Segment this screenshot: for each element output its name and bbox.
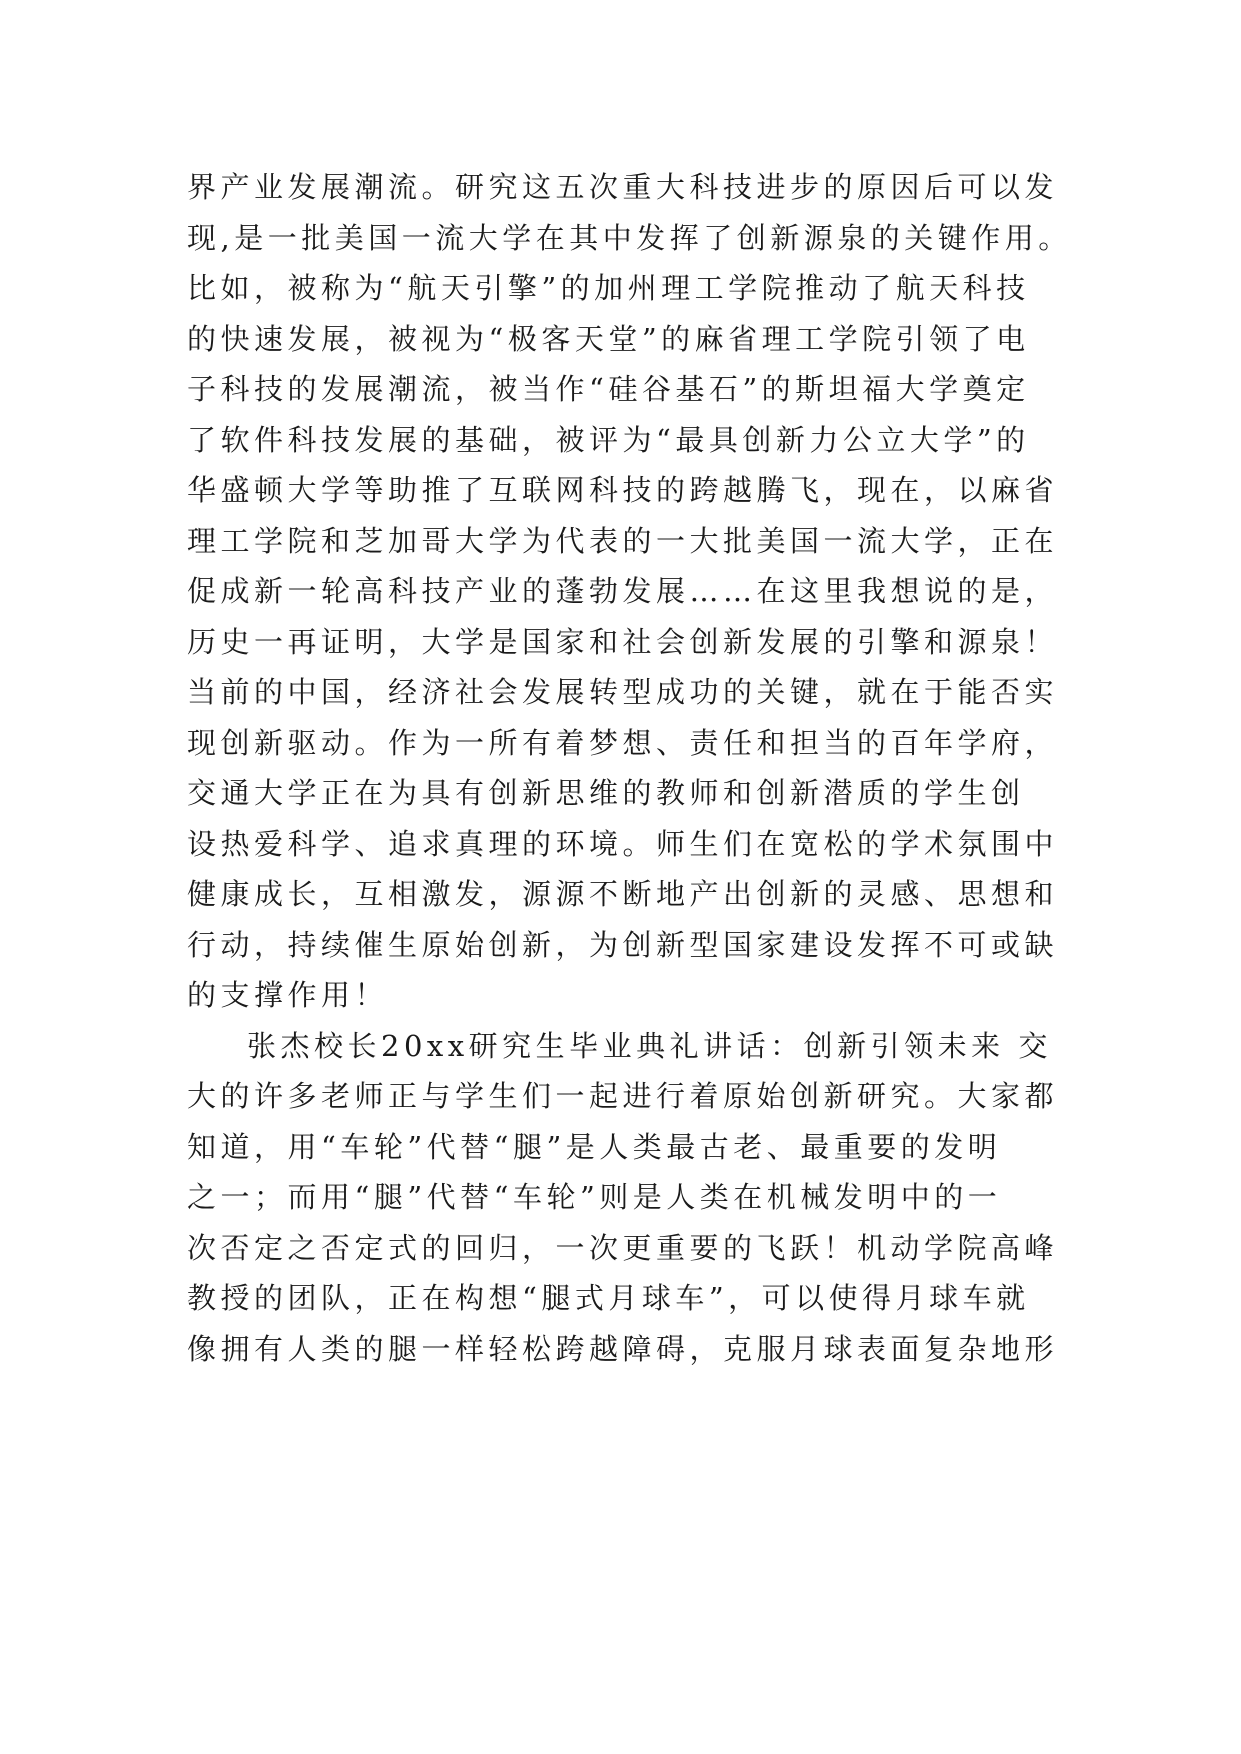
text-line: 子科技的发展潮流，被当作“硅谷基石”的斯坦福大学奠定 (187, 372, 1030, 406)
text-line: 之一；而用“腿”代替“车轮”则是人类在机械发明中的一 (187, 1180, 1002, 1214)
text-line: 知道，用“车轮”代替“腿”是人类最古老、最重要的发明 (187, 1129, 1002, 1164)
text-line: 历史一再证明，大学是国家和社会创新发展的引擎和源泉！ (187, 624, 1059, 659)
text-line: 现,是一批美国一流大学在其中发挥了创新源泉的关键作用。 (187, 220, 1072, 255)
text-line: 比如，被称为“航天引擎”的加州理工学院推动了航天科技 (187, 271, 1030, 305)
text-line: 的快速发展，被视为“极客天堂”的麻省理工学院引领了电 (187, 321, 1030, 356)
text-line: 教授的团队，正在构想“腿式月球车”，可以使得月球车就 (187, 1281, 1030, 1315)
text-line: 像拥有人类的腿一样轻松跨越障碍，克服月球表面复杂地形 (187, 1331, 1059, 1366)
text-line: 界产业发展潮流。研究这五次重大科技进步的原因后可以发 (187, 170, 1059, 204)
text-line: 次否定之否定式的回归，一次更重要的飞跃！机动学院高峰 (187, 1230, 1059, 1265)
paragraph-start-line: 张杰校长20xx研究生毕业典礼讲话：创新引领未来 交 (247, 1028, 1052, 1063)
text-line: 的支撑作用！ (187, 978, 389, 1012)
text-line: 了软件科技发展的基础，被评为“最具创新力公立大学”的 (187, 422, 1030, 457)
text-line: 理工学院和芝加哥大学为代表的一大批美国一流大学，正在 (187, 523, 1059, 558)
text-line: 促成新一轮高科技产业的蓬勃发展……在这里我想说的是， (187, 574, 1059, 608)
text-line: 行动，持续催生原始创新，为创新型国家建设发挥不可或缺 (187, 927, 1059, 962)
text-line: 交通大学正在为具有创新思维的教师和创新潜质的学生创 (187, 776, 1025, 810)
text-line: 现创新驱动。作为一所有着梦想、责任和担当的百年学府， (187, 725, 1059, 760)
text-line: 大的许多老师正与学生们一起进行着原始创新研究。大家都 (187, 1079, 1059, 1113)
text-line: 设热爱科学、追求真理的环境。师生们在宽松的学术氛围中 (187, 826, 1059, 861)
text-line: 健康成长，互相激发，源源不断地产出创新的灵感、思想和 (187, 877, 1059, 911)
body-text (187, 162, 1087, 1374)
text-line: 华盛顿大学等助推了互联网科技的跨越腾飞，现在，以麻省 (187, 473, 1059, 507)
text-line: 当前的中国，经济社会发展转型成功的关键，就在于能否实 (187, 675, 1059, 709)
